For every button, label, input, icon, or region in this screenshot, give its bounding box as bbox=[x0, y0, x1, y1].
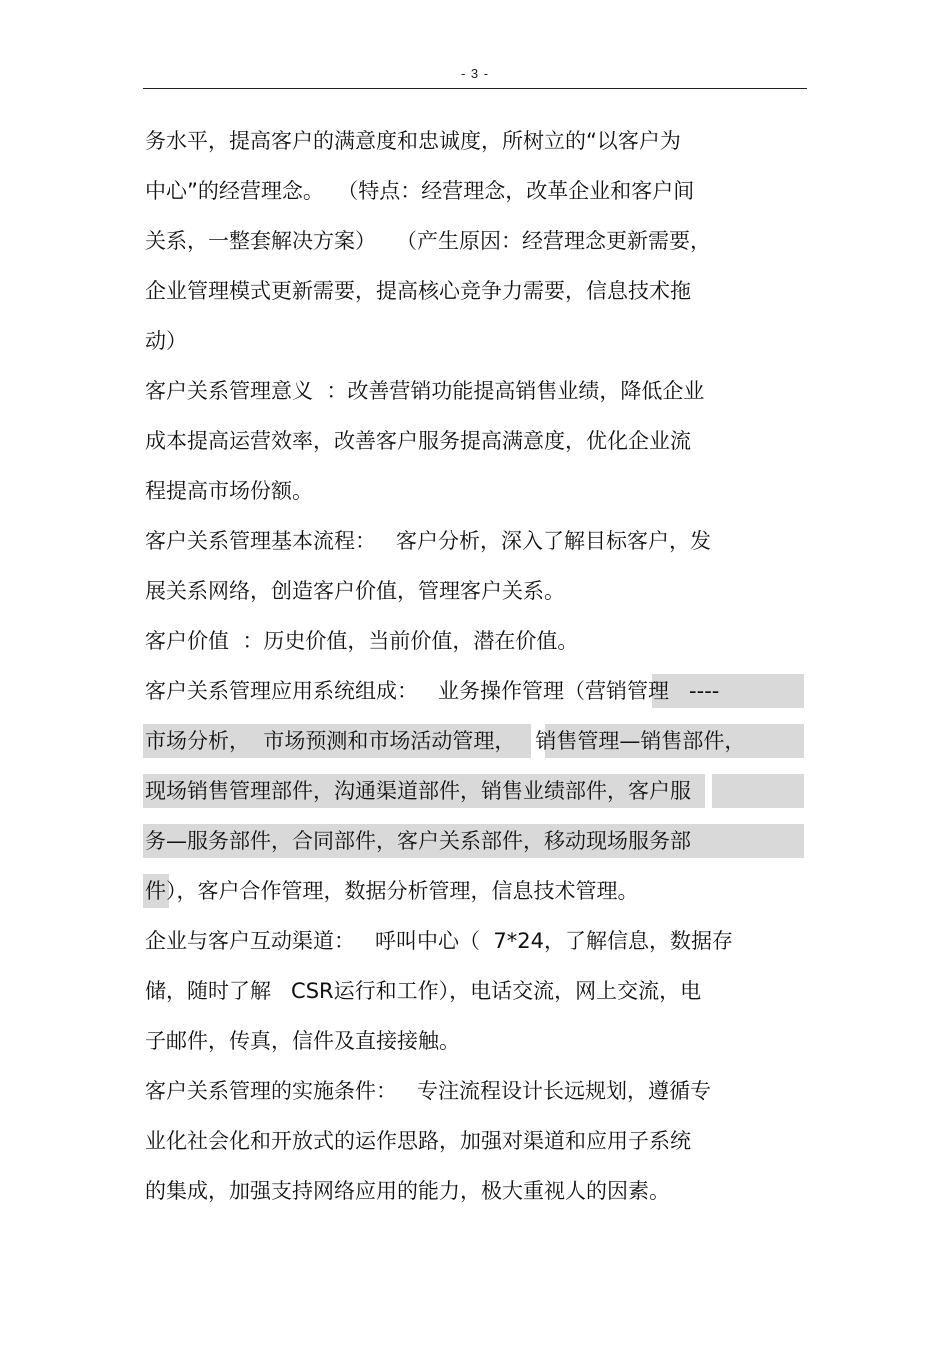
text-line: 客户关系管理基本流程： 客户分析，深入了解目标客户，发 bbox=[145, 529, 712, 553]
text-line: 务水平，提高客户的满意度和忠诚度，所树立的“以客户为 bbox=[145, 129, 681, 153]
text-line: 客户关系管理的实施条件： 专注流程设计长远规划，遵循专 bbox=[145, 1079, 712, 1103]
text-line: 中心”的经营理念。 （特点：经营理念，改革企业和客户间 bbox=[145, 179, 695, 203]
highlight-block bbox=[712, 774, 804, 808]
text-line: 动） bbox=[145, 329, 187, 353]
text-line: 客户关系管理应用系统组成： 业务操作管理（营销管理 ---- bbox=[145, 679, 720, 703]
text-line: 企业与客户互动渠道： 呼叫中心（ 7*24，了解信息，数据存 bbox=[145, 929, 733, 953]
text-line: 市场分析， 市场预测和市场活动管理， 销售管理—销售部件， bbox=[145, 729, 746, 753]
text-line: 企业管理模式更新需要，提高核心竞争力需要，信息技术拖 bbox=[145, 279, 691, 303]
page-number: - 3 - bbox=[460, 66, 490, 81]
text-line: 业化社会化和开放式的运作思路，加强对渠道和应用子系统 bbox=[145, 1129, 691, 1153]
text-line: 储，随时了解 CSR运行和工作），电话交流，网上交流，电 bbox=[145, 979, 702, 1003]
text-line: 子邮件，传真，信件及直接接触。 bbox=[145, 1029, 460, 1053]
text-line: 现场销售管理部件，沟通渠道部件，销售业绩部件，客户服 bbox=[145, 779, 691, 803]
text-line: 务—服务部件，合同部件，客户关系部件，移动现场服务部 bbox=[145, 829, 691, 853]
text-line: 展关系网络，创造客户价值，管理客户关系。 bbox=[145, 579, 565, 603]
text-line: 成本提高运营效率，改善客户服务提高满意度，优化企业流 bbox=[145, 429, 691, 453]
text-line: 程提高市场份额。 bbox=[145, 479, 313, 503]
text-line: 件），客户合作管理，数据分析管理，信息技术管理。 bbox=[145, 879, 639, 903]
text-line: 客户关系管理意义 ：改善营销功能提高销售业绩，降低企业 bbox=[145, 379, 705, 403]
header-rule bbox=[143, 88, 807, 89]
text-line: 客户价值 ：历史价值，当前价值，潜在价值。 bbox=[145, 629, 579, 653]
text-line: 关系，一整套解决方案） （产生原因：经营理念更新需要， bbox=[145, 229, 712, 253]
text-line: 的集成，加强支持网络应用的能力，极大重视人的因素。 bbox=[145, 1179, 670, 1203]
